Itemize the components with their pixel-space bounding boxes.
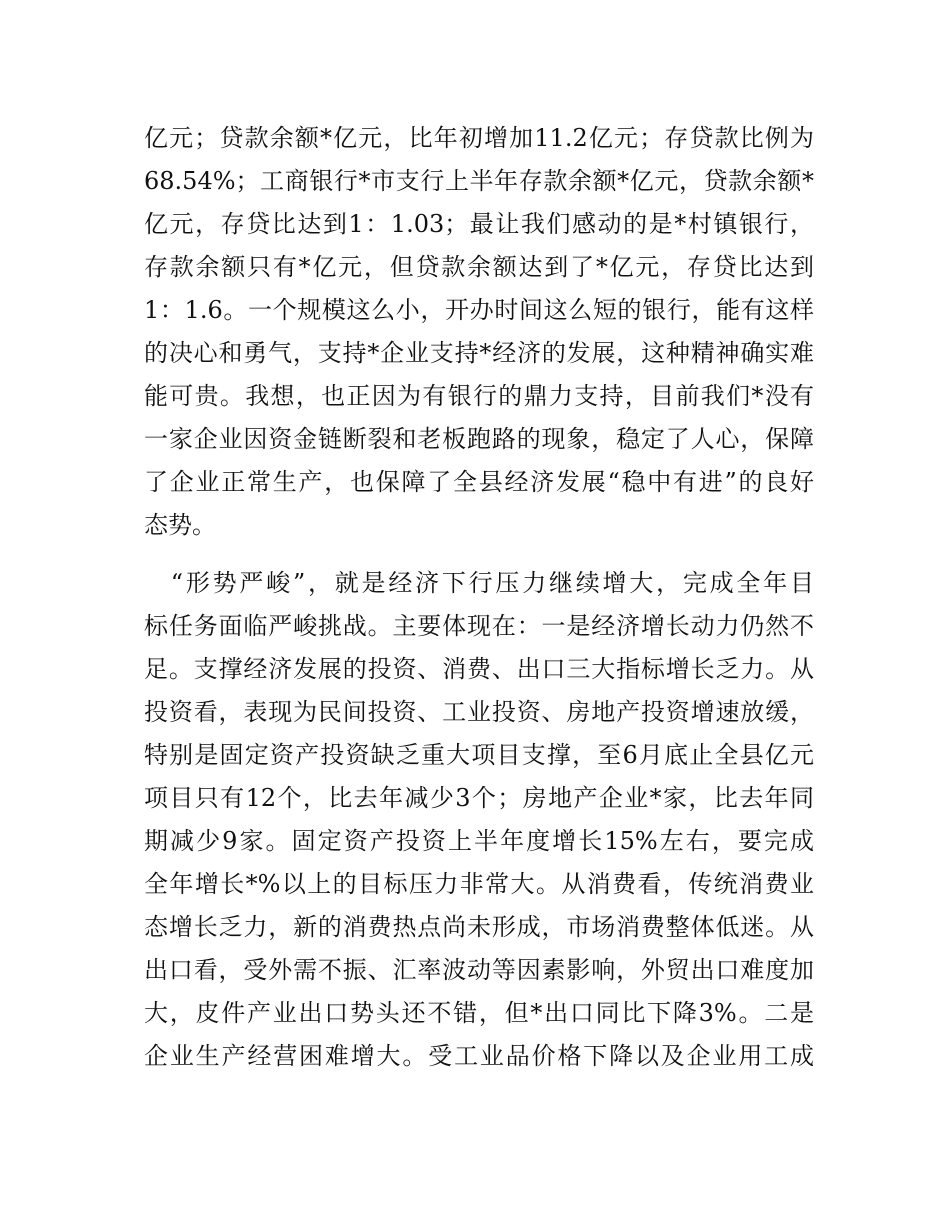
text-line: 亿元；贷款余额*亿元，比年初增加11.2亿元；存贷款比例为 [144,124,814,152]
text-line: 的决心和勇气，支持*企业支持*经济的发展，这种精神确实难 [144,339,814,367]
text-line: 能可贵。我想，也正因为有银行的鼎力支持，目前我们*没有 [144,382,814,410]
text-line: 态增长乏力，新的消费热点尚未形成，市场消费整体低迷。从 [144,913,814,941]
text-line: 68.54%；工商银行*市支行上半年存款余额*亿元，贷款余额* [144,167,814,195]
text-line: 期减少9家。固定资产投资上半年度增长15%左右，要完成 [144,827,814,855]
text-line: 标任务面临严峻挑战。主要体现在：一是经济增长动力仍然不 [144,612,814,640]
text-line: 出口看，受外需不振、汇率波动等因素影响，外贸出口难度加 [144,956,814,984]
text-line: 投资看，表现为民间投资、工业投资、房地产投资增速放缓， [144,698,814,726]
paragraph-1 [144,117,814,547]
text-line: 足。支撑经济发展的投资、消费、出口三大指标增长乏力。从 [144,655,814,683]
text-line: 大，皮件产业出口势头还不错，但*出口同比下降3%。二是 [144,999,814,1027]
text-line: 态势。 [144,511,216,539]
text-line: 企业生产经营困难增大。受工业品价格下降以及企业用工成 [144,1042,814,1070]
text-line: 项目只有12个，比去年减少3个；房地产企业*家，比去年同 [144,784,814,812]
paragraph-2 [144,562,814,1078]
text-line: 特别是固定资产投资缺乏重大项目支撑，至6月底止全县亿元 [144,741,814,769]
text-line: 一家企业因资金链断裂和老板跑路的现象，稳定了人心，保障 [144,425,814,453]
text-line: “形势严峻”，就是经济下行压力继续增大，完成全年目 [144,569,814,597]
text-line: 亿元，存贷比达到1：1.03；最让我们感动的是*村镇银行， [144,210,814,238]
text-line: 存款余额只有*亿元，但贷款余额达到了*亿元，存贷比达到 [144,253,814,281]
text-line: 了企业正常生产，也保障了全县经济发展“稳中有进”的良好 [144,468,814,496]
text-line: 1：1.6。一个规模这么小，开办时间这么短的银行，能有这样 [144,296,814,324]
text-line: 全年增长*%以上的目标压力非常大。从消费看，传统消费业 [144,870,814,898]
